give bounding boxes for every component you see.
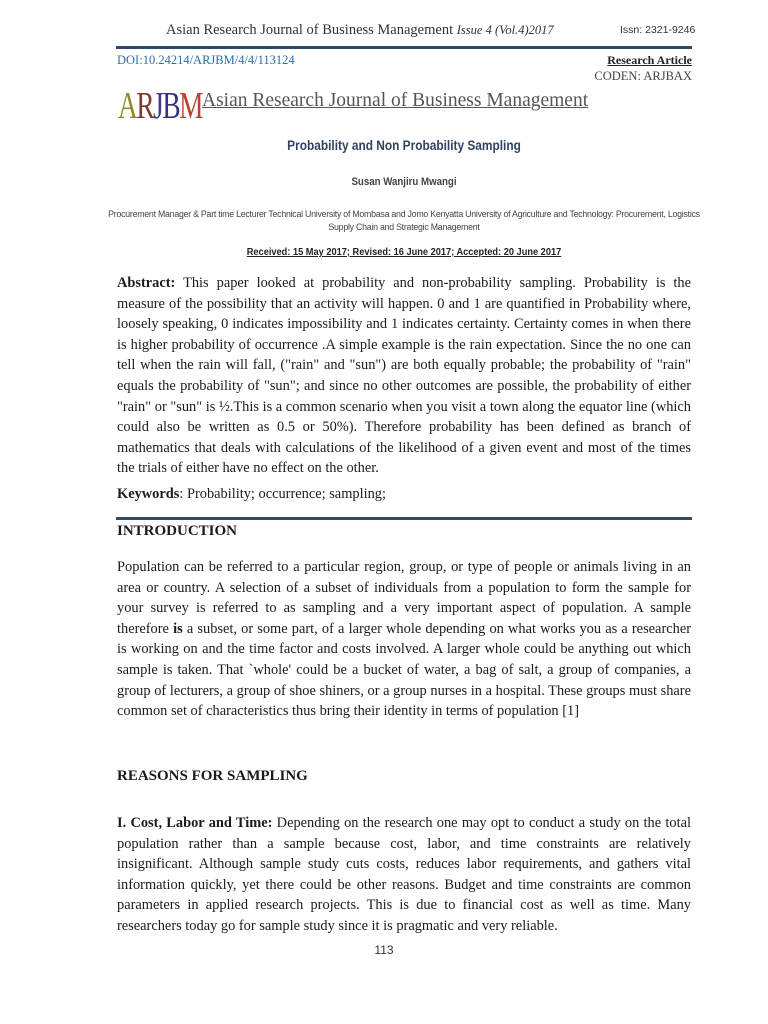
running-journal-title: Asian Research Journal of Business Management — [166, 22, 454, 38]
author-name: Susan Wanjiru Mwangi — [351, 176, 457, 188]
abstract-text: This paper looked at probability and non-probability sampling. Probability is the measure of the possibility that an activity will happen. 0 and 1 are quantified in Probability where, loosely speaking, 0 indicates impossibility and 1 indicates certainty. Certainty comes in when there is higher probability of occurrence .A simple example is the rain expectation. Since the no one can tell when the rain will fall, ("rain" and "sun") are both equally probable; the probability of "rain" equals the probability of "sun"; and since no other outcomes are possible, the probability of either "rain" or "sun" is ½.This is a common scenario when you visit a town along the equator line (which could also be written as 0.5 or 50%). Therefore probability has been defined as branch of mathematics that deals with calculations of the likelihood of a given event and most of the times the trials of either have no effect on the other. — [117, 275, 691, 477]
submission-dates: Received: 15 May 2017; Revised: 16 June 2017; Accepted: 20 June 2017 — [246, 246, 562, 258]
abstract-label: Abstract: — [117, 275, 176, 291]
abstract-paragraph — [117, 273, 691, 479]
issn: Issn: 2321-9246 — [620, 24, 696, 36]
introduction-paragraph: Population can be referred to a particular region, group, or type of people or animals living in an area or country. A selection of a subset of individuals from a population to form the sample for your survey is referred to as sampling and a very important aspect of population. A sample therefore is a subset, or some part, of a larger whole depending on what works you as a researcher is working on and the time factor and costs involved. A larger whole could be anything out which sample is taken. That `whole' could be a bucket of water, a bag of salt, a group of companies, a group of lecturers, a group of shoe shiners, or a group nurses in a hospital. These groups must share common set of characteristics thus bring their identity in terms of population [1] — [117, 559, 691, 720]
doi-link[interactable]: DOI:10.24214/ARJBM/4/4/113124 — [117, 53, 295, 67]
article-type-label: Research Article — [607, 53, 692, 67]
author-affiliation: Procurement Manager & Part time Lecturer Technical University of Mombasa and Jomo Kenyatta University of Agriculture and Technology: Procurement, Logistics Supply Chain and Strategic Management — [108, 209, 700, 232]
arjbm-logo: ARJBM — [118, 85, 203, 127]
reasons-heading: REASONS FOR SAMPLING — [117, 768, 308, 784]
coden-label: CODEN: ARJBAX — [594, 69, 692, 83]
running-issue: Issue 4 (Vol.4)2017 — [456, 23, 554, 37]
keywords-text: : Probability; occurrence; sampling; — [179, 486, 386, 502]
section-divider — [116, 517, 692, 520]
keywords-label: Keywords — [117, 486, 180, 502]
reason-cost-labor-time — [117, 813, 691, 937]
page-number: 113 — [374, 943, 394, 957]
running-header — [0, 22, 768, 42]
running-header-title — [166, 22, 554, 39]
introduction-heading: INTRODUCTION — [117, 523, 238, 539]
header-divider — [116, 46, 692, 49]
reason-text: Depending on the research one may opt to conduct a study on the total population rather than a sample because cost, labor, and time constraints are relatively insignificant. Although sample study cuts costs, reduces labor requirements, and gathers vital information quickly, yet there could be other reasons. Budget and time constraints are common parameters in applied research projects. This is due to financial cost as well as time. Many researchers today go for sample study since it is pragmatic and very reliable. — [117, 815, 691, 934]
emphasis-is: is — [173, 620, 183, 637]
paper-title: Probability and Non Probability Sampling — [287, 138, 521, 153]
reason-label: I. Cost, Labor and Time: — [117, 815, 273, 831]
journal-name-link[interactable]: Asian Research Journal of Business Management — [202, 90, 589, 111]
keywords-line — [117, 484, 691, 505]
